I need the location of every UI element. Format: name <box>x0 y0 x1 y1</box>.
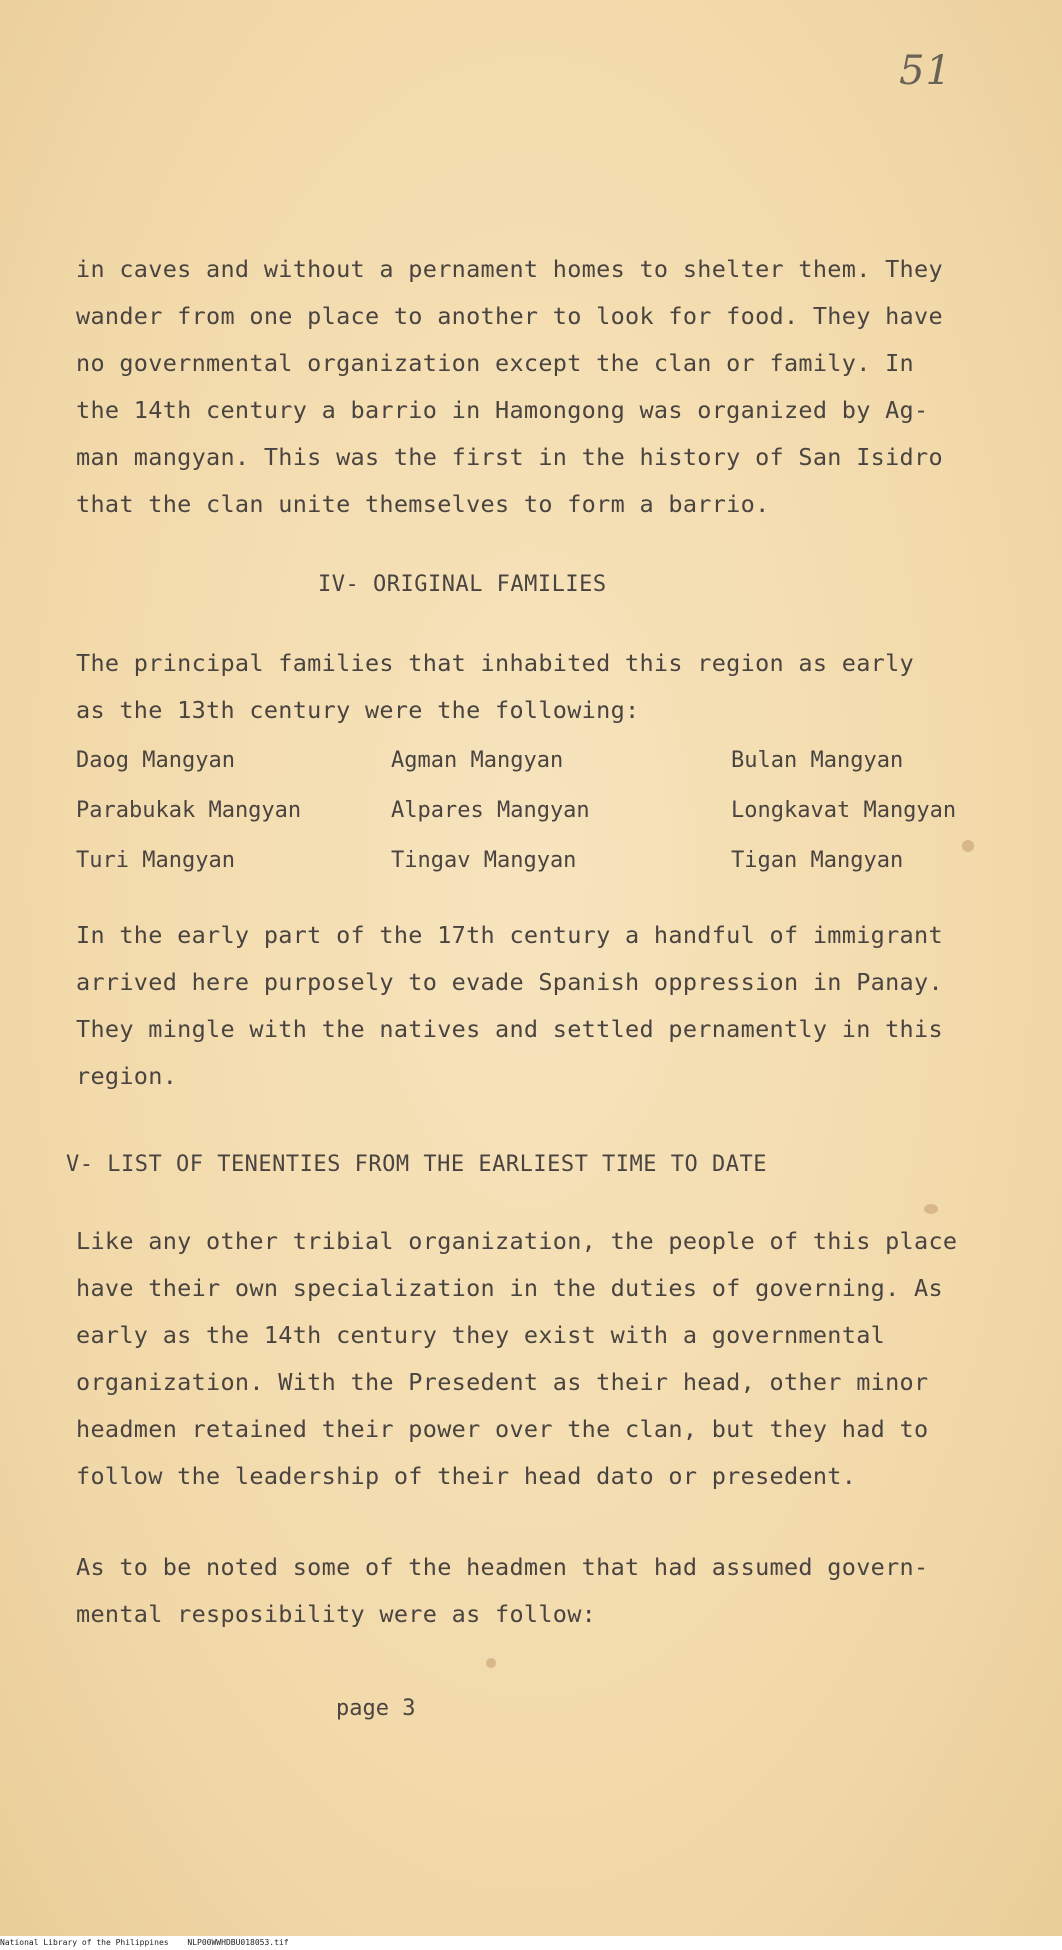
text-line: have their own specialization in the duties of governing. As <box>76 1274 943 1302</box>
text-line: that the clan unite themselves to form a barrio. <box>76 490 770 518</box>
family-name: Tigan Mangyan <box>731 848 904 873</box>
paper-stain <box>924 1204 938 1214</box>
text-line: follow the leadership of their head dato or presedent. <box>76 1462 857 1490</box>
text-line: the 14th century a barrio in Hamongong was organized by Ag- <box>76 396 929 424</box>
family-name: Alpares Mangyan <box>391 798 590 823</box>
paragraph-headmen <box>76 1544 1006 1638</box>
section-heading-original-families: IV- ORIGINAL FAMILIES <box>318 572 607 597</box>
family-name: Daog Mangyan <box>76 748 235 773</box>
text-line: as the 13th century were the following: <box>76 696 640 724</box>
text-line: In the early part of the 17th century a handful of immigrant <box>76 921 943 949</box>
paragraph-immigrants <box>76 912 1006 1100</box>
text-line: no governmental organization except the clan or family. In <box>76 349 914 377</box>
handwritten-page-number: 51 <box>899 48 952 94</box>
archive-institution: National Library of the Philippines <box>0 1938 169 1947</box>
family-name: Turi Mangyan <box>76 848 235 873</box>
family-name: Longkavat Mangyan <box>731 798 957 823</box>
paragraph-principal-families <box>76 640 1006 734</box>
text-line: The principal families that inhabited this region as early <box>76 649 914 677</box>
text-line: arrived here purposely to evade Spanish oppression in Panay. <box>76 968 943 996</box>
section-heading-tenenties: V- LIST OF TENENTIES FROM THE EARLIEST TIME TO DATE <box>66 1152 768 1177</box>
page-footer: page 3 <box>336 1696 416 1721</box>
text-line: region. <box>76 1062 178 1090</box>
paragraph-governance <box>76 1218 1006 1500</box>
paper-stain <box>962 840 974 852</box>
family-name: Bulan Mangyan <box>731 748 904 773</box>
text-line: headmen retained their power over the clan, but they had to <box>76 1415 929 1443</box>
family-name: Parabukak Mangyan <box>76 798 302 823</box>
text-line: man mangyan. This was the first in the history of San Isidro <box>76 443 943 471</box>
text-line: organization. With the Presedent as their head, other minor <box>76 1368 929 1396</box>
archive-file-name: NLP00WWHDBU018053.tif <box>187 1938 289 1947</box>
text-line: wander from one place to another to look for food. They have <box>76 302 943 330</box>
family-list <box>76 740 1036 882</box>
text-line: early as the 14th century they exist with a governmental <box>76 1321 886 1349</box>
family-name: Tingav Mangyan <box>391 848 577 873</box>
paragraph-origins <box>76 246 1006 528</box>
text-line: in caves and without a pernament homes to shelter them. They <box>76 255 943 283</box>
archive-strip <box>0 1936 1062 1950</box>
family-name: Agman Mangyan <box>391 748 564 773</box>
text-line: mental resposibility were as follow: <box>76 1600 597 1628</box>
text-line: They mingle with the natives and settled pernamently in this <box>76 1015 943 1043</box>
text-line: As to be noted some of the headmen that had assumed govern- <box>76 1553 929 1581</box>
text-line: Like any other tribial organization, the people of this place <box>76 1227 958 1255</box>
paper-stain <box>486 1658 496 1668</box>
